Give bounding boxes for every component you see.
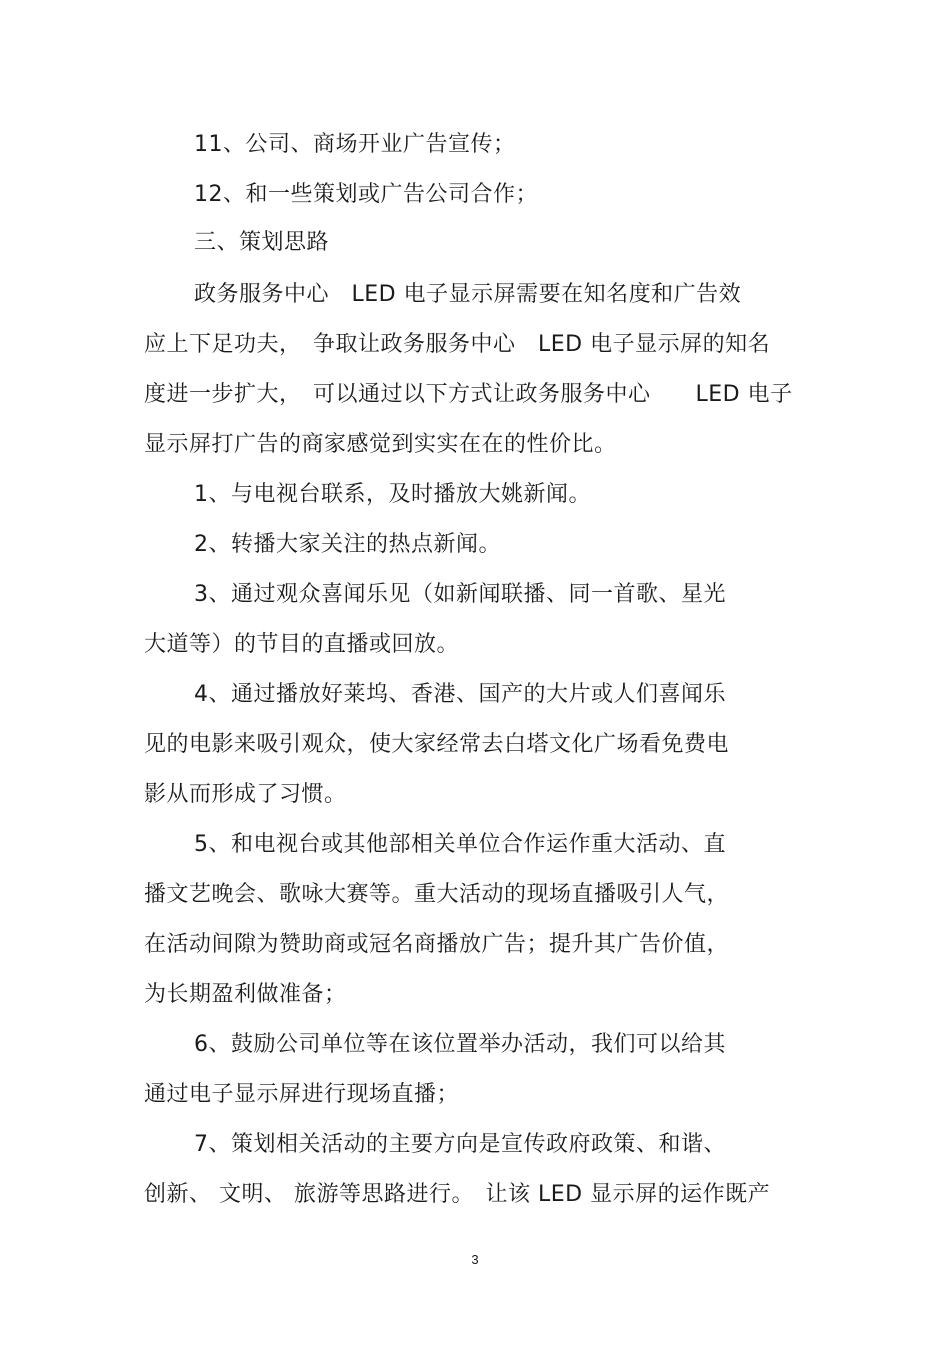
text-line: 5、和电视台或其他部相关单位合作运作重大活动、直 (194, 832, 726, 857)
text-line: 在活动间隙为赞助商或冠名商播放广告；提升其广告价值， (144, 932, 730, 957)
text-line: 应上下足功夫， 争取让政务服务中心 LED 电子显示屏的知名 (144, 332, 771, 357)
text-line: 见的电影来吸引观众，使大家经常去白塔文化广场看免费电 (144, 732, 730, 757)
text-line: 6、鼓励公司单位等在该位置举办活动，我们可以给其 (194, 1032, 726, 1057)
text-line: 显示屏打广告的商家感觉到实实在在的性价比。 (144, 432, 617, 457)
page-number: 3 (471, 1252, 479, 1267)
text-line: 通过电子显示屏进行现场直播； (144, 1082, 460, 1107)
section-heading: 三、策划思路 (194, 230, 330, 255)
text-line: 2、转播大家关注的热点新闻。 (194, 532, 501, 557)
text-line: 大道等）的节目的直播或回放。 (144, 632, 460, 657)
text-line: 政务服务中心 LED 电子显示屏需要在知名度和广告效 (194, 282, 742, 307)
text-line: 度进一步扩大， 可以通过以下方式让政务服务中心 LED 电子 (144, 382, 793, 407)
text-line: 3、通过观众喜闻乐见（如新闻联播、同一首歌、星光 (194, 582, 726, 607)
text-line: 12、和一些策划或广告公司合作； (194, 182, 538, 207)
text-line: 1、与电视台联系，及时播放大姚新闻。 (194, 482, 591, 507)
text-line: 11、公司、商场开业广告宣传； (194, 132, 516, 157)
text-line: 播文艺晚会、歌咏大赛等。重大活动的现场直播吸引人气， (144, 882, 730, 907)
text-line: 为长期盈利做准备； (144, 982, 347, 1007)
text-line: 4、通过播放好莱坞、香港、国产的大片或人们喜闻乐 (194, 682, 726, 707)
text-line: 7、策划相关活动的主要方向是宣传政府政策、和谐、 (194, 1132, 726, 1157)
text-line: 创新、 文明、 旅游等思路进行。 让该 LED 显示屏的运作既产 (144, 1182, 771, 1207)
text-line: 影从而形成了习惯。 (144, 782, 347, 807)
